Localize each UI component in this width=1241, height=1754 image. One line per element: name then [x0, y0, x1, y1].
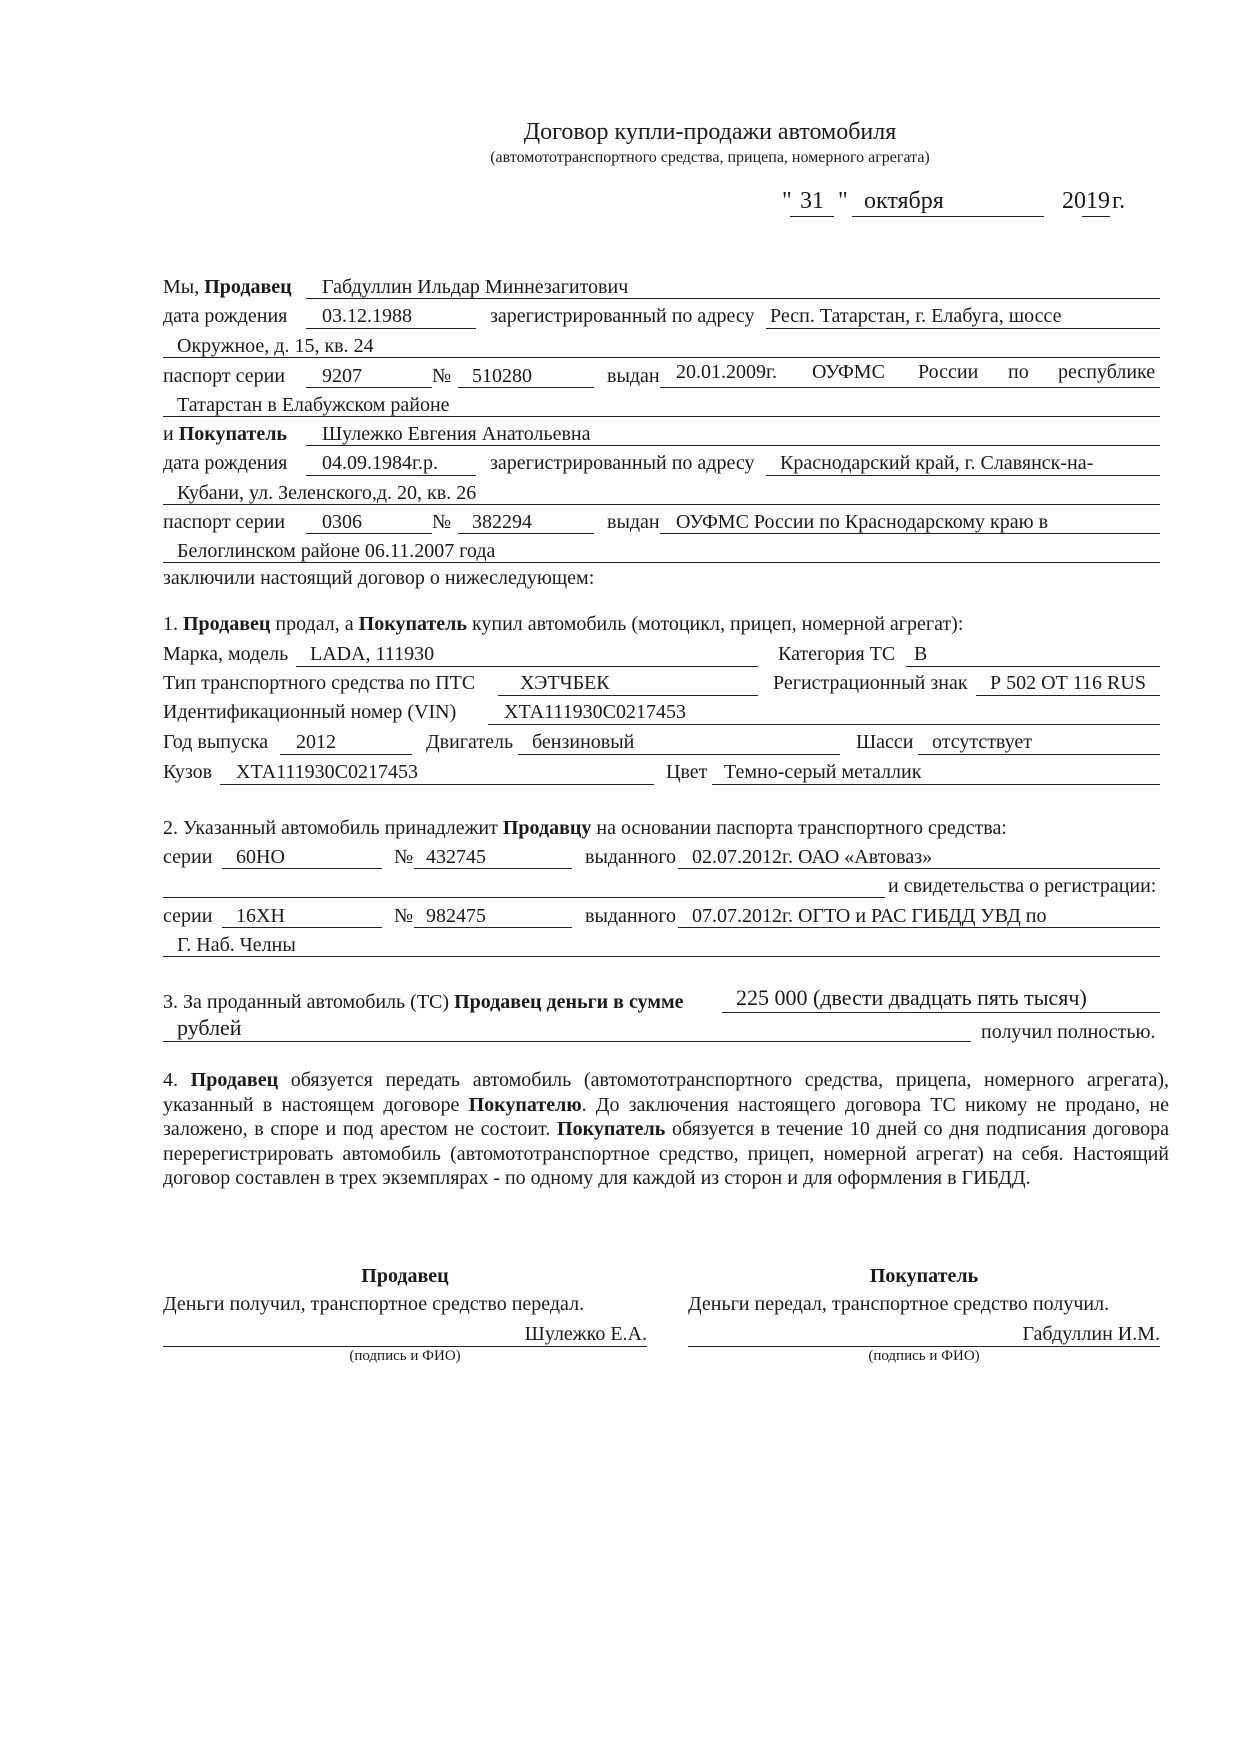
payment-currency: рублей — [177, 1015, 242, 1040]
buyer-signature-name: Габдуллин И.М. — [1022, 1323, 1160, 1345]
type-value: ХЭТЧБЕК — [520, 672, 610, 694]
engine-value: бензиновый — [532, 731, 635, 753]
date-month-underline — [852, 216, 1044, 217]
body-label: Кузов — [163, 761, 213, 783]
srts-issued-line1-rule — [678, 927, 1160, 928]
pts-series-label: серии — [163, 846, 213, 868]
date-quote-open: " — [782, 188, 792, 214]
seller-address-line2: Окружное, д. 15, кв. 24 — [177, 335, 374, 357]
buyer-address-line1: Краснодарский край, г. Славянск-на- — [780, 452, 1094, 474]
category-value: В — [914, 643, 928, 665]
buyer-name-line — [306, 445, 1160, 446]
year-line — [280, 754, 412, 755]
seller-passport-series-line — [306, 387, 432, 388]
seller-birth-line — [306, 328, 476, 329]
seller-issued-word-republic: республике — [1058, 361, 1156, 383]
buyer-birth-label: дата рождения — [163, 452, 288, 474]
section1-heading: 1. Продавец продал, а Покупатель купил автомобиль (мотоцикл, прицеп, номерной агрегат): — [163, 613, 964, 635]
seller-issued-word-russia: России — [918, 361, 979, 383]
engine-line — [518, 754, 840, 755]
chassis-value: отсутствует — [932, 731, 1033, 753]
pts-series-line — [222, 868, 382, 869]
payment-amount-line — [722, 1012, 1160, 1013]
certificate-label: и свидетельства о регистрации: — [888, 875, 1157, 897]
buyer-address-label: зарегистрированный по адресу — [490, 452, 755, 474]
seller-passport-series: 9207 — [322, 365, 362, 387]
make-value: LADA, 111930 — [310, 643, 435, 665]
reg-value: Р 502 ОТ 116 RUS — [990, 672, 1146, 694]
seller-birth-label: дата рождения — [163, 305, 288, 327]
seller-signature-caption: (подпись и ФИО) — [349, 1348, 461, 1364]
page-title: Договор купли-продажи автомобиля — [523, 119, 897, 145]
date-year: 2019 — [1062, 188, 1110, 214]
vin-label: Идентификационный номер (VIN) — [163, 701, 457, 723]
seller-name: Габдуллин Ильдар Миннезагитович — [322, 276, 629, 298]
pts-series: 60НО — [236, 846, 285, 868]
payment-currency-line — [163, 1041, 971, 1042]
seller-passport-number: 510280 — [472, 365, 532, 387]
body-value: ХТА111930С0217453 — [236, 761, 418, 783]
buyer-issued-line1: ОУФМС России по Краснодарскому краю в — [676, 511, 1049, 533]
buyer-address-line2: Кубани, ул. Зеленского,д. 20, кв. 26 — [177, 482, 477, 504]
buyer-issued-line2-rule — [163, 562, 1160, 563]
buyer-issued-line1-rule — [660, 533, 1160, 534]
buyer-passport-series-line — [306, 533, 432, 534]
body-line — [220, 784, 654, 785]
color-line — [712, 784, 1160, 785]
srts-issued-line2: Г. Наб. Челны — [177, 934, 296, 956]
buyer-signature-text: Деньги передал, транспортное средство получил. — [688, 1293, 1110, 1315]
seller-signature-text: Деньги получил, транспортное средство передал. — [163, 1293, 585, 1315]
pts-issued-label: выданного — [585, 846, 677, 868]
date-quote-close: " — [838, 188, 848, 214]
year-label: Год выпуска — [163, 731, 269, 753]
srts-issued-line2-rule — [163, 956, 1160, 957]
pts-issued: 02.07.2012г. ОАО «Автоваз» — [692, 846, 933, 868]
agreement-line: заключили настоящий договор о нижеследующем: — [163, 567, 595, 589]
buyer-address-line1-rule — [766, 475, 1160, 476]
srts-number-line — [414, 927, 572, 928]
buyer-passport-series: 0306 — [322, 511, 362, 533]
seller-address-label: зарегистрированный по адресу — [490, 305, 755, 327]
seller-issued-line2: Татарстан в Елабужском районе — [177, 394, 450, 416]
seller-number-sign: № — [432, 365, 452, 387]
buyer-address-line2-rule — [163, 504, 1160, 505]
pts-number-sign: № — [394, 846, 414, 868]
buyer-passport-number-line — [458, 533, 594, 534]
certificate-blank-line — [163, 897, 885, 898]
seller-intro: Мы, Продавец — [163, 276, 292, 298]
category-label: Категория ТС — [778, 643, 896, 665]
vin-line — [488, 724, 1160, 725]
seller-signature-name: Шулежко Е.А. — [524, 1323, 647, 1345]
buyer-signature-caption: (подпись и ФИО) — [868, 1348, 980, 1364]
buyer-intro: и Покупатель — [163, 423, 288, 445]
chassis-line — [918, 754, 1160, 755]
payment-received: получил полностью. — [981, 1021, 1156, 1043]
srts-issued-line1: 07.07.2012г. ОГТО и РАС ГИБДД УВД по — [692, 905, 1047, 927]
buyer-name: Шулежко Евгения Анатольевна — [322, 423, 591, 445]
srts-series-line — [222, 927, 382, 928]
seller-address-line1-rule — [766, 328, 1160, 329]
seller-issued-date: 20.01.2009г. — [676, 361, 777, 383]
buyer-passport-number: 382294 — [472, 511, 532, 533]
seller-passport-label: паспорт серии — [163, 365, 286, 387]
srts-series-label: серии — [163, 905, 213, 927]
srts-number: 982475 — [426, 905, 486, 927]
seller-address-line1: Респ. Татарстан, г. Елабуга, шоссе — [770, 305, 1062, 327]
buyer-issued-line2: Белоглинском районе 06.11.2007 года — [177, 540, 496, 562]
pts-issued-line — [678, 868, 1160, 869]
seller-issued-word-po: по — [1008, 361, 1029, 383]
seller-address-line2-rule — [163, 357, 1160, 358]
section2-heading: 2. Указанный автомобиль принадлежит Продавцу на основании паспорта транспортного средства: — [163, 817, 1007, 839]
date-day: 31 — [800, 188, 824, 214]
seller-name-line — [306, 298, 1160, 299]
engine-label: Двигатель — [426, 731, 514, 753]
page-subtitle: (автомототранспортного средства, прицепа, номерного агрегата) — [490, 149, 930, 166]
srts-series: 16ХН — [236, 905, 285, 927]
chassis-label: Шасси — [856, 731, 914, 753]
buyer-birth-line — [306, 475, 476, 476]
seller-issued-line2-rule — [163, 416, 1160, 417]
srts-number-sign: № — [394, 905, 414, 927]
reg-line — [976, 695, 1160, 696]
seller-signature-title: Продавец — [361, 1265, 449, 1287]
buyer-birth-date: 04.09.1984г.р. — [322, 452, 438, 474]
category-line — [906, 666, 1160, 667]
color-label: Цвет — [666, 761, 708, 783]
section-obligations: 4. Продавец обязуется передать автомобиль (автомототранспортного средства, прицепа, номерного агрегата), указанный в настоящем договоре Покупателю. До заключения настоящего договора ТС никому не продано, не заложено, в споре и под арестом не состоит. Покупатель обязуется в течение 10 дней со дня подписания договора перерегистрировать автомобиль (автомототранспортное средство, прицеп, номерной агрегат) на себя. Настоящий договор составлен в трех экземплярах - по одному для каждой из сторон и для оформления в ГИБДД. — [163, 1069, 1170, 1189]
srts-issued-label: выданного — [585, 905, 677, 927]
buyer-passport-label: паспорт серии — [163, 511, 286, 533]
seller-issued-word-oufms: ОУФМС — [812, 361, 885, 383]
date-year-suffix: г. — [1112, 188, 1126, 214]
seller-issued-label: выдан — [607, 365, 660, 387]
year-value: 2012 — [296, 731, 336, 753]
buyer-issued-label: выдан — [607, 511, 660, 533]
date-day-underline — [790, 216, 834, 217]
vin-value: ХТА111930С0217453 — [504, 701, 686, 723]
type-label: Тип транспортного средства по ПТС — [163, 672, 476, 694]
section3-lead: 3. За проданный автомобиль (ТС) Продавец деньги в сумме — [163, 991, 684, 1013]
buyer-signature-title: Покупатель — [869, 1265, 979, 1287]
date-month: октября — [864, 188, 944, 214]
reg-label: Регистрационный знак — [773, 672, 968, 694]
type-line — [498, 695, 758, 696]
seller-birth-date: 03.12.1988 — [322, 305, 412, 327]
payment-amount: 225 000 (двести двадцать пять тысяч) — [736, 985, 1087, 1010]
date-year-underline — [1082, 216, 1110, 217]
pts-number: 432745 — [426, 846, 486, 868]
pts-number-line — [414, 868, 572, 869]
buyer-number-sign: № — [432, 511, 452, 533]
make-line — [296, 666, 758, 667]
seller-passport-number-line — [458, 387, 594, 388]
color-value: Темно-серый металлик — [724, 761, 922, 783]
seller-issued-line1-rule — [660, 387, 1160, 388]
make-label: Марка, модель — [163, 643, 289, 665]
